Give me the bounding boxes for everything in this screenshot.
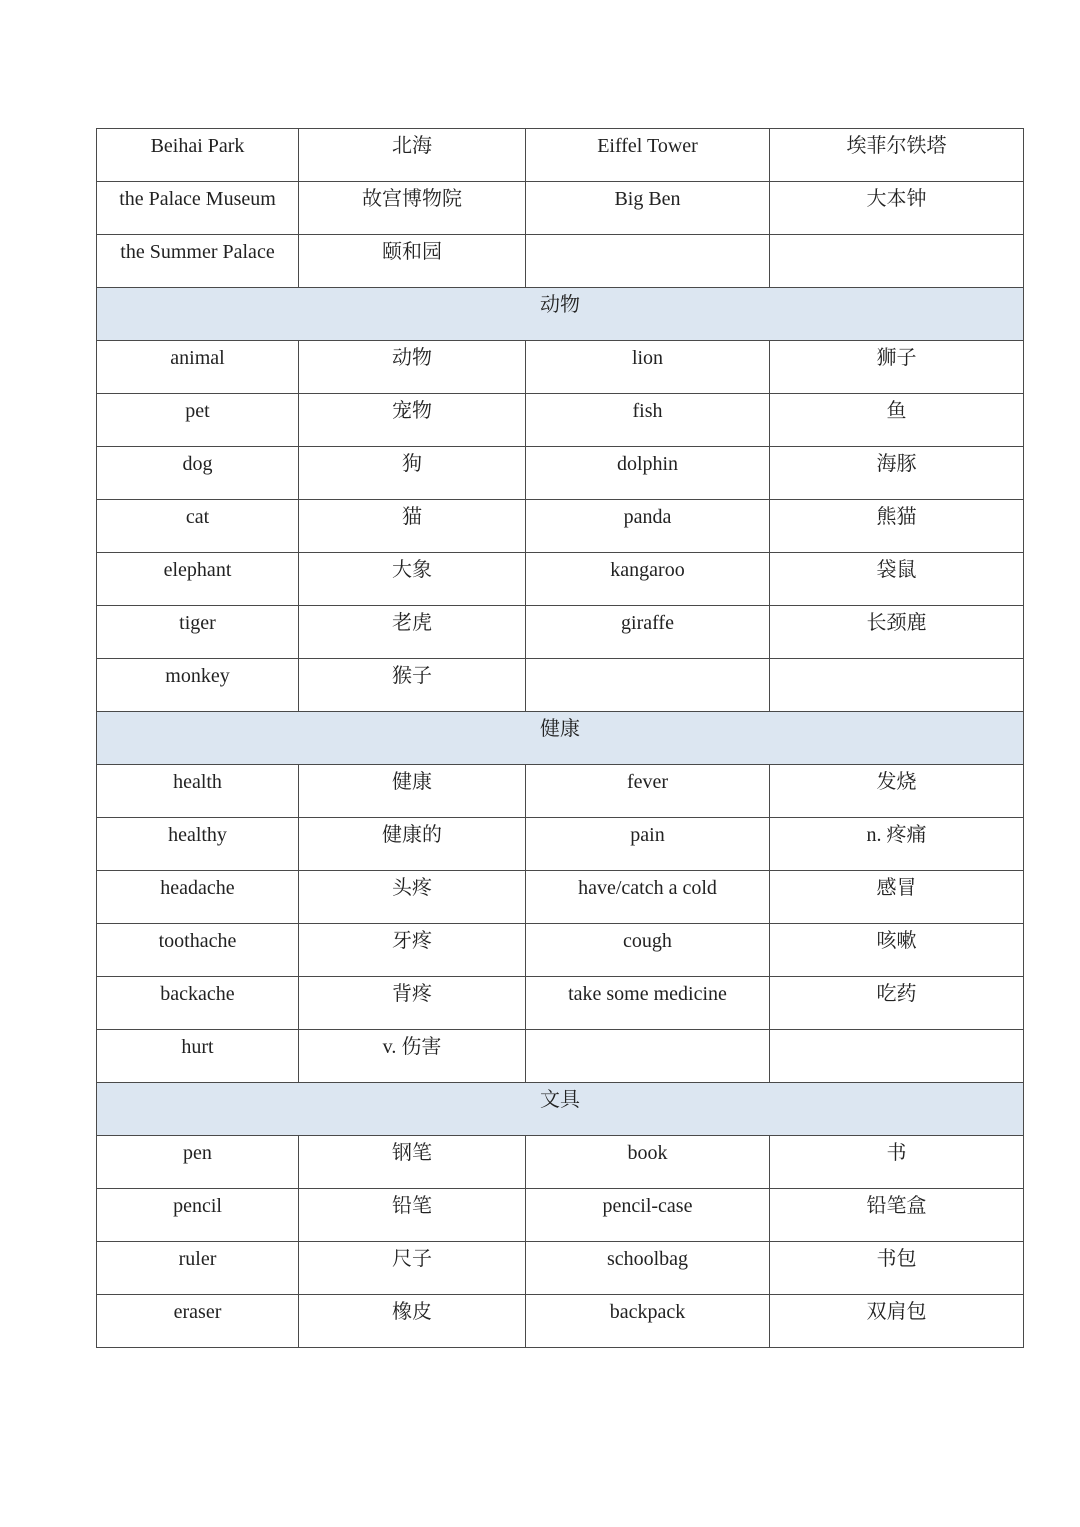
table-row: [97, 659, 1024, 712]
english-word-cell: Big Ben: [526, 182, 770, 235]
chinese-meaning-cell: 铅笔: [299, 1189, 526, 1242]
table-row: [97, 129, 1024, 182]
english-word-cell: [526, 1030, 770, 1083]
chinese-meaning-cell: 铅笔盒: [770, 1189, 1024, 1242]
table-row: [97, 1295, 1024, 1348]
chinese-meaning-cell: 狗: [299, 447, 526, 500]
english-word-cell: elephant: [97, 553, 299, 606]
english-word-cell: [526, 235, 770, 288]
english-word-cell: headache: [97, 871, 299, 924]
chinese-meaning-cell: 橡皮: [299, 1295, 526, 1348]
table-row: [97, 447, 1024, 500]
table-row: [97, 818, 1024, 871]
english-word-cell: animal: [97, 341, 299, 394]
english-word-cell: pain: [526, 818, 770, 871]
english-word-cell: have/catch a cold: [526, 871, 770, 924]
table-row: [97, 553, 1024, 606]
chinese-meaning-cell: 颐和园: [299, 235, 526, 288]
english-word-cell: healthy: [97, 818, 299, 871]
chinese-meaning-cell: 猫: [299, 500, 526, 553]
chinese-meaning-cell: 双肩包: [770, 1295, 1024, 1348]
table-row: [97, 341, 1024, 394]
english-word-cell: Beihai Park: [97, 129, 299, 182]
english-word-cell: panda: [526, 500, 770, 553]
section-header-row: [97, 712, 1024, 765]
chinese-meaning-cell: 背疼: [299, 977, 526, 1030]
table-row: [97, 977, 1024, 1030]
english-word-cell: hurt: [97, 1030, 299, 1083]
chinese-meaning-cell: 钢笔: [299, 1136, 526, 1189]
english-word-cell: pencil: [97, 1189, 299, 1242]
english-word-cell: lion: [526, 341, 770, 394]
table-row: [97, 871, 1024, 924]
english-word-cell: eraser: [97, 1295, 299, 1348]
english-word-cell: the Palace Museum: [97, 182, 299, 235]
section-title: 文具: [97, 1083, 1024, 1136]
chinese-meaning-cell: [770, 659, 1024, 712]
english-word-cell: tiger: [97, 606, 299, 659]
chinese-meaning-cell: 故宫博物院: [299, 182, 526, 235]
table-row: [97, 235, 1024, 288]
english-word-cell: pen: [97, 1136, 299, 1189]
english-word-cell: cat: [97, 500, 299, 553]
table-row: [97, 1030, 1024, 1083]
chinese-meaning-cell: 鱼: [770, 394, 1024, 447]
english-word-cell: backache: [97, 977, 299, 1030]
chinese-meaning-cell: 头疼: [299, 871, 526, 924]
table-row: [97, 1136, 1024, 1189]
chinese-meaning-cell: 老虎: [299, 606, 526, 659]
english-word-cell: [526, 659, 770, 712]
chinese-meaning-cell: 动物: [299, 341, 526, 394]
chinese-meaning-cell: [770, 1030, 1024, 1083]
section-title: 动物: [97, 288, 1024, 341]
table-row: [97, 606, 1024, 659]
section-title: 健康: [97, 712, 1024, 765]
chinese-meaning-cell: 长颈鹿: [770, 606, 1024, 659]
english-word-cell: the Summer Palace: [97, 235, 299, 288]
english-word-cell: fever: [526, 765, 770, 818]
section-header-row: [97, 1083, 1024, 1136]
chinese-meaning-cell: 咳嗽: [770, 924, 1024, 977]
english-word-cell: backpack: [526, 1295, 770, 1348]
vocabulary-table: [96, 128, 1024, 1348]
table-row: [97, 924, 1024, 977]
english-word-cell: cough: [526, 924, 770, 977]
english-word-cell: pet: [97, 394, 299, 447]
chinese-meaning-cell: 海豚: [770, 447, 1024, 500]
chinese-meaning-cell: 埃菲尔铁塔: [770, 129, 1024, 182]
chinese-meaning-cell: 猴子: [299, 659, 526, 712]
english-word-cell: kangaroo: [526, 553, 770, 606]
section-header-row: [97, 288, 1024, 341]
chinese-meaning-cell: 书: [770, 1136, 1024, 1189]
table-row: [97, 1242, 1024, 1295]
chinese-meaning-cell: 发烧: [770, 765, 1024, 818]
chinese-meaning-cell: 书包: [770, 1242, 1024, 1295]
english-word-cell: ruler: [97, 1242, 299, 1295]
vocabulary-table-body: [97, 129, 1024, 1348]
chinese-meaning-cell: 北海: [299, 129, 526, 182]
chinese-meaning-cell: v. 伤害: [299, 1030, 526, 1083]
table-row: [97, 1189, 1024, 1242]
english-word-cell: fish: [526, 394, 770, 447]
chinese-meaning-cell: n. 疼痛: [770, 818, 1024, 871]
chinese-meaning-cell: 熊猫: [770, 500, 1024, 553]
english-word-cell: dolphin: [526, 447, 770, 500]
table-row: [97, 765, 1024, 818]
english-word-cell: Eiffel Tower: [526, 129, 770, 182]
english-word-cell: health: [97, 765, 299, 818]
english-word-cell: monkey: [97, 659, 299, 712]
table-row: [97, 500, 1024, 553]
chinese-meaning-cell: 健康: [299, 765, 526, 818]
english-word-cell: schoolbag: [526, 1242, 770, 1295]
chinese-meaning-cell: 袋鼠: [770, 553, 1024, 606]
table-row: [97, 394, 1024, 447]
english-word-cell: toothache: [97, 924, 299, 977]
english-word-cell: dog: [97, 447, 299, 500]
chinese-meaning-cell: 感冒: [770, 871, 1024, 924]
chinese-meaning-cell: 宠物: [299, 394, 526, 447]
chinese-meaning-cell: 狮子: [770, 341, 1024, 394]
chinese-meaning-cell: [770, 235, 1024, 288]
english-word-cell: book: [526, 1136, 770, 1189]
chinese-meaning-cell: 大象: [299, 553, 526, 606]
chinese-meaning-cell: 尺子: [299, 1242, 526, 1295]
chinese-meaning-cell: 吃药: [770, 977, 1024, 1030]
chinese-meaning-cell: 健康的: [299, 818, 526, 871]
english-word-cell: pencil-case: [526, 1189, 770, 1242]
chinese-meaning-cell: 牙疼: [299, 924, 526, 977]
table-row: [97, 182, 1024, 235]
chinese-meaning-cell: 大本钟: [770, 182, 1024, 235]
english-word-cell: giraffe: [526, 606, 770, 659]
english-word-cell: take some medicine: [526, 977, 770, 1030]
